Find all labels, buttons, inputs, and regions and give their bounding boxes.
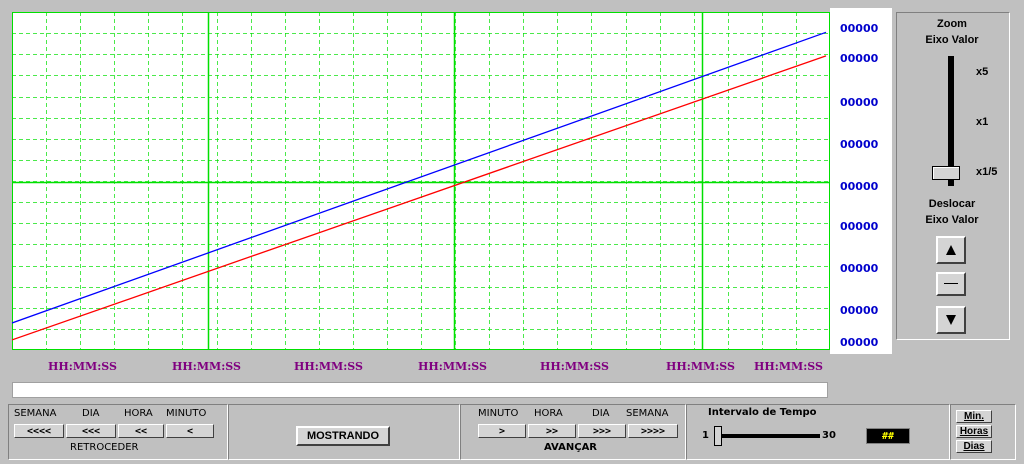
back-caption: RETROCEDER [70,442,139,453]
mostrando-button[interactable]: MOSTRANDO [296,426,390,446]
zoom-subtitle: Eixo Valor [925,34,979,46]
shift-subtitle: Eixo Valor [925,214,979,226]
y-tick-label: 00000 [840,22,879,35]
y-tick-label: 00000 [840,336,879,349]
interval-max: 30 [822,430,836,441]
zoom-title: Zoom [937,18,967,30]
back-hour-button[interactable]: << [118,424,164,438]
x-tick-label: HH:MM:SS [418,360,487,373]
back-day-button[interactable]: <<< [66,424,116,438]
x-tick-label: HH:MM:SS [48,360,117,373]
y-tick-label: 00000 [840,262,879,275]
fwd-label-semana: SEMANA [626,408,669,419]
unit-days-button[interactable]: Dias [956,440,992,453]
fwd-caption: AVANÇAR [544,442,598,453]
triangle-up-icon [946,245,956,255]
fwd-label-dia: DIA [592,408,610,419]
x-tick-label: HH:MM:SS [294,360,363,373]
shift-title: Deslocar [928,198,976,210]
x-tick-label: HH:MM:SS [172,360,241,373]
back-label-semana: SEMANA [14,408,57,419]
x-tick-label: HH:MM:SS [754,360,823,373]
back-label-minuto: MINUTO [166,408,207,419]
interval-min: 1 [702,430,709,441]
shift-down-button[interactable] [936,306,966,334]
fwd-label-hora: HORA [534,408,563,419]
unit-minutes-button[interactable]: Min. [956,410,992,423]
trend-chart [12,12,830,350]
shift-reset-button[interactable] [936,272,966,296]
interval-title: Intervalo de Tempo [708,407,817,418]
zoom-level-x5: x5 [976,66,989,78]
y-tick-label: 00000 [840,52,879,65]
interval-value-display: ## [866,428,910,444]
fwd-label-minuto: MINUTO [478,408,519,419]
fwd-day-button[interactable]: >>> [578,424,626,438]
dash-icon [944,282,958,286]
chart-plot [12,12,830,350]
back-minute-button[interactable]: < [166,424,214,438]
y-tick-label: 00000 [840,138,879,151]
fwd-minute-button[interactable]: > [478,424,526,438]
y-tick-label: 00000 [840,304,879,317]
time-scroll-strip[interactable] [12,382,828,398]
shift-up-button[interactable] [936,236,966,264]
interval-slider-thumb[interactable] [714,426,722,446]
y-axis-labels [830,8,892,354]
fwd-hour-button[interactable]: >> [528,424,576,438]
x-tick-label: HH:MM:SS [666,360,735,373]
back-label-hora: HORA [124,408,153,419]
zoom-slider-thumb[interactable] [932,166,960,180]
x-tick-label: HH:MM:SS [540,360,609,373]
y-tick-label: 00000 [840,96,879,109]
y-tick-label: 00000 [840,220,879,233]
interval-slider-track[interactable] [716,434,820,438]
zoom-level-x1-5: x1/5 [976,166,998,178]
x-axis-labels [12,356,830,380]
unit-hours-button[interactable]: Horas [956,425,992,438]
y-tick-label: 00000 [840,180,879,193]
triangle-down-icon [946,315,956,325]
zoom-level-x1: x1 [976,116,989,128]
back-week-button[interactable]: <<<< [14,424,64,438]
back-label-dia: DIA [82,408,100,419]
series-line-2 [12,56,826,340]
fwd-week-button[interactable]: >>>> [628,424,678,438]
